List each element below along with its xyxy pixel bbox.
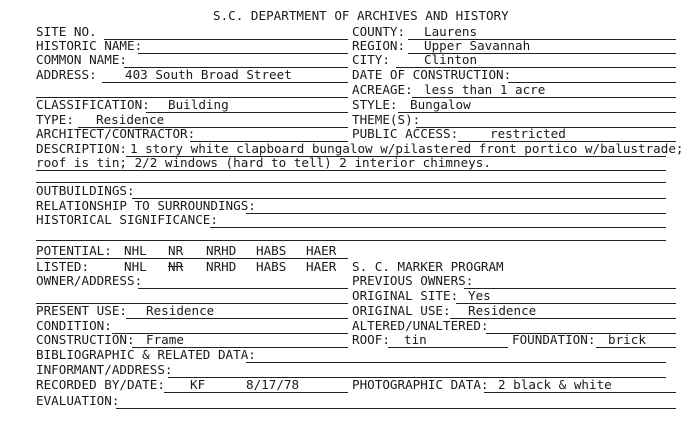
- foundation-line: [596, 347, 676, 348]
- listed-code-nhl: NHL: [124, 259, 147, 274]
- foundation-label: FOUNDATION:: [512, 332, 596, 347]
- date-construction-label: DATE OF CONSTRUCTION:: [352, 67, 512, 82]
- style-value: Bungalow: [410, 97, 471, 112]
- owner-address-line: [138, 288, 348, 289]
- condition-label: CONDITION:: [36, 318, 112, 333]
- roof-line: [388, 347, 508, 348]
- photo-value: 2 black & white: [498, 377, 612, 392]
- classification-label: CLASSIFICATION:: [36, 97, 150, 112]
- present-use-label: PRESENT USE:: [36, 303, 127, 318]
- common-name-label: COMMON NAME:: [36, 52, 127, 67]
- classification-line: [146, 112, 348, 113]
- outbuildings-label: OUTBUILDINGS:: [36, 183, 135, 198]
- recorded-by-value: KF: [190, 377, 206, 392]
- listed-code-habs: HABS: [256, 259, 287, 274]
- historic-name-label: HISTORIC NAME:: [36, 38, 143, 53]
- potential-label: POTENTIAL:: [36, 243, 112, 258]
- style-line: [398, 112, 676, 113]
- region-label: REGION:: [352, 38, 406, 53]
- owner-address-label: OWNER/ADDRESS:: [36, 273, 143, 288]
- description-label: DESCRIPTION:: [36, 141, 127, 156]
- listed-code-nr-marked: NR: [168, 259, 184, 274]
- form-header: S.C. DEPARTMENT OF ARCHIVES AND HISTORY: [213, 8, 509, 23]
- informant-label: INFORMANT/ADDRESS:: [36, 362, 173, 377]
- construction-value: Frame: [146, 332, 184, 347]
- listed-code-haer: HAER: [306, 259, 337, 274]
- roof-label: ROOF:: [352, 332, 390, 347]
- site-no-label: SITE NO.: [36, 24, 97, 39]
- address-label: ADDRESS:: [36, 67, 97, 82]
- original-site-value: Yes: [468, 288, 491, 303]
- potential-code-nr: NR: [168, 243, 184, 258]
- previous-owners-line: [464, 288, 676, 289]
- potential-code-habs: HABS: [256, 243, 287, 258]
- recorded-label: RECORDED BY/DATE:: [36, 377, 165, 392]
- evaluation-line: [116, 408, 676, 409]
- original-use-label: ORIGINAL USE:: [352, 303, 451, 318]
- address-value: 403 South Broad Street: [125, 67, 292, 82]
- description-rule-2: [36, 170, 666, 171]
- type-label: TYPE:: [36, 112, 74, 127]
- significance-line: [210, 227, 666, 228]
- relationship-line: [246, 213, 666, 214]
- type-value: Residence: [96, 112, 165, 127]
- altered-label: ALTERED/UNALTERED:: [352, 318, 489, 333]
- acreage-value: less than 1 acre: [424, 82, 546, 97]
- potential-code-nrhd: NRHD: [206, 243, 237, 258]
- city-value: Clinton: [424, 52, 478, 67]
- bibliographic-label: BIBLIOGRAPHIC & RELATED DATA:: [36, 347, 256, 362]
- marker-program-label: S. C. MARKER PROGRAM: [352, 259, 504, 274]
- style-label: STYLE:: [352, 97, 398, 112]
- previous-owners-label: PREVIOUS OWNERS:: [352, 273, 474, 288]
- city-label: CITY:: [352, 52, 390, 67]
- listed-code-nrhd: NRHD: [206, 259, 237, 274]
- historic-name-line: [138, 53, 348, 54]
- bibliographic-line: [246, 362, 666, 363]
- original-use-value: Residence: [468, 303, 537, 318]
- present-use-value: Residence: [146, 303, 215, 318]
- classification-value: Building: [168, 97, 229, 112]
- construction-label: CONSTRUCTION:: [36, 332, 135, 347]
- themes-label: THEME(S):: [352, 112, 421, 127]
- original-site-label: ORIGINAL SITE:: [352, 288, 459, 303]
- public-access-label: PUBLIC ACCESS:: [352, 126, 459, 141]
- potential-code-nhl: NHL: [124, 243, 147, 258]
- photo-line: [484, 392, 676, 393]
- public-access-value: restricted: [490, 126, 566, 141]
- county-label: COUNTY:: [352, 24, 406, 39]
- address-line: [102, 82, 348, 83]
- architect-label: ARCHITECT/CONTRACTOR:: [36, 126, 196, 141]
- potential-code-haer: HAER: [306, 243, 337, 258]
- photo-label: PHOTOGRAPHIC DATA:: [352, 377, 489, 392]
- relationship-label: RELATIONSHIP TO SURROUNDINGS:: [36, 198, 256, 213]
- acreage-label: ACREAGE:: [352, 82, 413, 97]
- county-value: Laurens: [424, 24, 478, 39]
- recorded-line: [164, 392, 348, 393]
- section-separator-3: [36, 240, 666, 241]
- recorded-date-value: 8/17/78: [246, 377, 300, 392]
- description-line-1: 1 story white clapboard bungalow w/pilastered front portico w/balustrade;: [130, 141, 684, 156]
- significance-label: HISTORICAL SIGNIFICANCE:: [36, 212, 218, 227]
- evaluation-label: EVALUATION:: [36, 393, 120, 408]
- listed-label: LISTED:: [36, 259, 90, 274]
- present-use-line: [126, 318, 348, 319]
- description-line-2: roof is tin; 2/2 windows (hard to tell) 2 interior chimneys.: [36, 155, 491, 170]
- foundation-value: brick: [608, 332, 646, 347]
- roof-value: tin: [404, 332, 427, 347]
- region-value: Upper Savannah: [424, 38, 531, 53]
